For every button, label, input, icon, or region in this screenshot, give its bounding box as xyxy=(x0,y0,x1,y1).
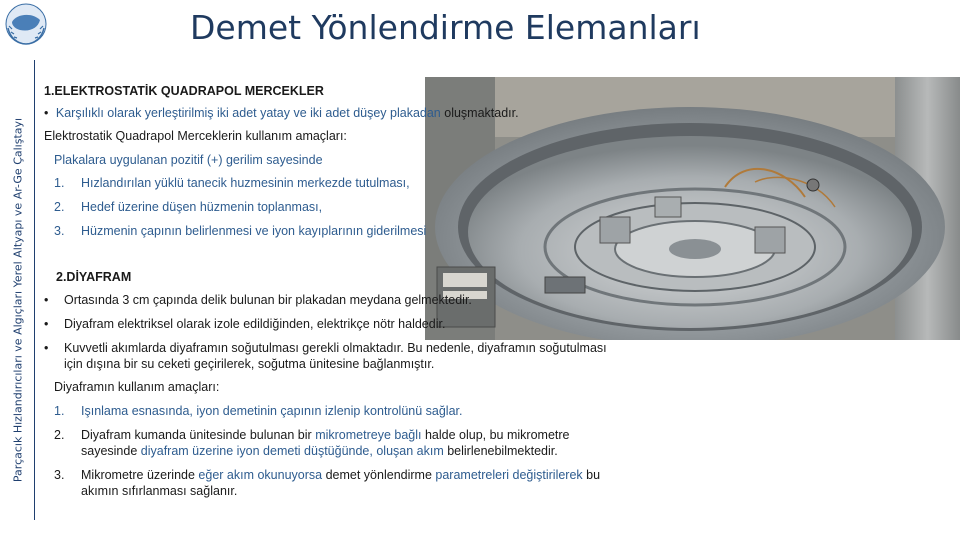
list-item xyxy=(44,317,446,332)
list-text: sayesinde xyxy=(81,444,138,458)
list-item xyxy=(54,468,601,483)
bullet-glyph: • xyxy=(44,317,49,331)
logo-icon xyxy=(2,2,50,50)
list-text-highlight: parametreleri değiştirilerek xyxy=(435,468,583,482)
sidebar-divider xyxy=(34,60,35,520)
section1-intro: Plakalara uygulanan pozitif (+) gerilim sayesinde xyxy=(54,153,323,167)
section2-usage-title: Diyaframın kullanım amaçları: xyxy=(54,380,220,394)
list-number: 2. xyxy=(54,200,65,214)
bullet-text: Kuvvetli akımlarda diyaframın soğutulması gerekli olmaktadır. Bu nedenle, diyaframın soğutulması xyxy=(64,341,607,355)
list-text-highlight: diyafram üzerine iyon demeti düştüğünde, oluşan akım xyxy=(140,444,444,458)
list-item xyxy=(54,224,427,239)
list-item xyxy=(44,293,472,308)
list-item-continuation: akımın sıfırlanması sağlanır. xyxy=(81,484,238,498)
list-number: 3. xyxy=(54,468,65,482)
bullet-text: Ortasında 3 cm çapında delik bulunan bir plakadan meydana gelmektedir. xyxy=(64,293,472,307)
bullet-glyph: • xyxy=(44,293,49,307)
list-text-highlight: mikrometreye bağlı xyxy=(315,428,422,442)
list-text: Diyafram kumanda ünitesinde bulunan bir xyxy=(81,428,312,442)
bullet-text-end: oluşmaktadır. xyxy=(444,106,519,120)
list-number: 3. xyxy=(54,224,65,238)
list-number: 1. xyxy=(54,176,65,190)
bullet-continuation: için dışına bir su ceketi geçirilerek, soğutma ünitesine bağlanmıştır. xyxy=(64,357,435,371)
list-item xyxy=(54,404,463,419)
bullet-glyph: • xyxy=(44,106,49,120)
bullet-glyph: • xyxy=(44,341,49,355)
page-title: Demet Yönlendirme Elemanları xyxy=(190,8,701,47)
list-text: bu xyxy=(586,468,601,482)
bullet-text: Diyafram elektriksel olarak izole edildiğinden, elektrikçe nötr haldedir. xyxy=(64,317,446,331)
sidebar xyxy=(0,0,38,540)
list-text: Hüzmenin çapının belirlenmesi ve iyon kayıplarının giderilmesi xyxy=(81,224,427,238)
list-item xyxy=(54,428,570,443)
list-text: Hızlandırılan yüklü tanecik huzmesinin merkezde tutulması, xyxy=(81,176,410,190)
section1-heading: 1.ELEKTROSTATİK QUADRAPOL MERCEKLER xyxy=(44,84,324,98)
list-text: halde olup, bu mikrometre xyxy=(424,428,570,442)
list-text: Mikrometre üzerinde xyxy=(81,468,195,482)
workshop-side-label: Parçacık Hızlandırıcıları ve Algıçları Yerel Altyapı ve Ar-Ge Çalıştayı xyxy=(11,117,25,483)
list-text: Işınlama esnasında, iyon demetinin çapının izlenip kontrolünü sağlar. xyxy=(81,404,463,418)
list-text: demet yönlendirme xyxy=(325,468,432,482)
list-item-continuation xyxy=(81,444,558,459)
list-text: belirlenebilmektedir. xyxy=(447,444,558,458)
section2-heading: 2.DİYAFRAM xyxy=(56,270,132,284)
list-text: Hedef üzerine düşen hüzmenin toplanması, xyxy=(81,200,323,214)
bullet-text: Karşılıklı olarak yerleştirilmiş iki adet yatay ve iki adet düşey plakadan xyxy=(55,106,441,120)
list-number: 1. xyxy=(54,404,65,418)
list-item xyxy=(54,176,410,191)
list-text-highlight: eğer akım okunuyorsa xyxy=(198,468,323,482)
list-item xyxy=(44,341,607,356)
list-number: 2. xyxy=(54,428,65,442)
section1-usage-title: Elektrostatik Quadrapol Merceklerin kullanım amaçları: xyxy=(44,129,347,143)
section1-bullet xyxy=(44,106,519,121)
list-item xyxy=(54,200,323,215)
